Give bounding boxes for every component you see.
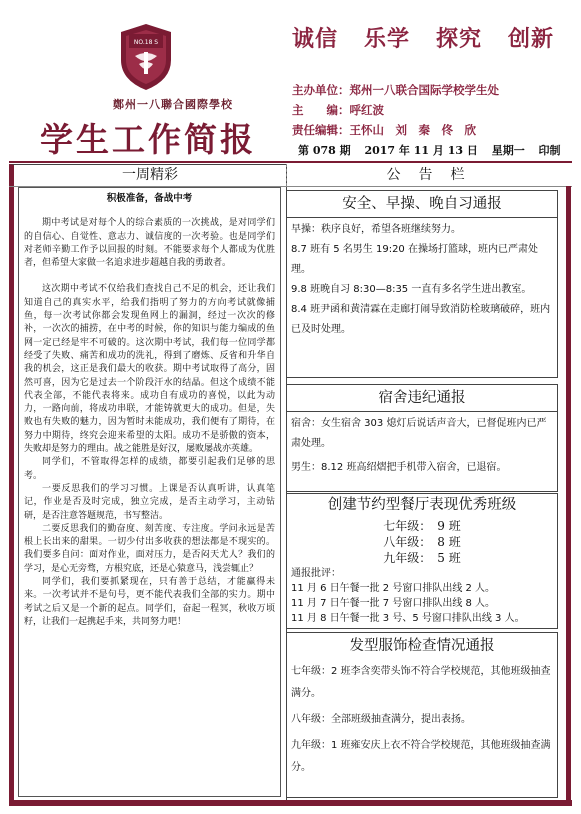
editors: 王怀山 刘 秦 佟 欣 — [349, 123, 476, 137]
criticism-item: 11 月 8 日午餐一批 3 号、5 号窗口排队出线 3 人。 — [291, 613, 525, 624]
header-divider — [9, 161, 572, 163]
slogan-word: 乐学 — [363, 26, 410, 52]
issue-bar — [284, 141, 571, 161]
issue-weekday: 星期一 — [491, 144, 525, 157]
notice-item: 8.7 班有 5 名男生 19:20 在操场打篮球，班内已严肃处理。 — [291, 244, 538, 275]
chief-editor: 呼红波 — [349, 103, 384, 117]
issue-number: 第 078 期 — [298, 144, 351, 157]
notice-safety — [286, 190, 558, 378]
newsletter-title: 学生工作简报 — [40, 120, 256, 159]
slogan-word: 创新 — [507, 26, 554, 52]
svg-text:NO.18 S: NO.18 S — [133, 39, 159, 46]
notice-title: 创建节约型餐厅表现优秀班级 — [327, 497, 517, 513]
notice-item: 宿舍：女生宿舍 303 熄灯后说话声音大，已督促班内已严肃处理。 — [291, 418, 547, 449]
excellent-class-row: 七年级： 9 班 — [383, 519, 461, 533]
article-paragraph: 这次期中考试不仅给我们查找自己不足的机会，还让我们知道自己的真实水平，给我们指明了努力的方向考试就像捕鱼，每一次考试你都会发现鱼网上的漏洞，经过一次次的修补，一次次的捕捞，在中考的时候，你的知识与能力编成的鱼网一定已经是牢不可破的。这次期中考试，我们每一位同学都经受了失败、痛苦和成功的洗礼，得到了磨炼、反省和升华自我的机会，这正是我们最大的收获。期中考试取得了高分，固然可喜，因为它是过去一个阶段汗水的结晶。但这个成绩不能代表全部，不能代表将来。成功自有成功的喜悦，以此为动力，一路向前，将成功串联，才能铸就更大的成功。但是，失败也有失败的魅力，因为暂时未能成功，我们便有了期待，在努力中期待，终究会迎来希望的太阳。成功不是骄傲的资本，失败却是努力的理由。战之能胜是好汉，屡败屡战亦英雄。 — [24, 284, 275, 455]
right-border-bar — [566, 186, 571, 806]
article-title: 积极准备，备战中考 — [106, 193, 193, 204]
bottom-border-bar — [9, 800, 572, 806]
school-name: 鄭州一八聯合國際學校 — [113, 98, 233, 111]
section-title-weekly: 一周精彩 — [122, 167, 178, 183]
criticism-item: 11 月 7 日午餐一批 7 号窗口排队出线 8 人。 — [291, 598, 496, 609]
notice-item: 男生：8.12 班高绍熠把手机带入宿舍，已退宿。 — [291, 462, 507, 473]
excellent-class-row: 九年级： 5 班 — [383, 551, 461, 565]
article-paragraph: 同学们，我们要抓紧现在，只有善于总结，才能赢得未来。一次考试并不是句号，更不能代表我们全部的实力。期中考试之后又是一个新的起点。同学们，奋起一程冥，秋收万顷籽，让我们一起携起手来，共同努力吧！ — [24, 577, 275, 627]
excellent-class-row: 八年级： 8 班 — [383, 535, 461, 549]
chief-editor-label: 主 编： — [292, 103, 350, 117]
print-label: 印制 — [538, 144, 561, 157]
masthead — [0, 0, 581, 160]
notice-item: 早操：秩序良好，希望各班继续努力。 — [291, 224, 461, 235]
criticism-label: 通报批评： — [291, 568, 341, 579]
notice-item: 八年级：全部班级抽查满分，提出表扬。 — [291, 714, 471, 725]
notice-title: 发型服饰检查情况通报 — [349, 638, 495, 654]
organizer-label: 主办单位： — [292, 83, 350, 97]
school-crest-logo — [117, 22, 175, 92]
notice-title: 宿舍违纪通报 — [287, 385, 557, 412]
notice-dorm — [286, 384, 558, 492]
editors-label: 责任编辑： — [292, 123, 350, 137]
slogan-word: 诚信 — [292, 26, 339, 52]
notice-title: 安全、早操、晚自习通报 — [287, 191, 557, 218]
section-title-notices: 公 告 栏 — [386, 167, 467, 183]
slogan-word: 探究 — [435, 26, 482, 52]
notice-item: 九年级：1 班雍安庆上衣不符合学校规范，其他班级抽查满分。 — [291, 740, 551, 773]
notice-canteen — [286, 493, 558, 629]
article-paragraph: 同学们，不管取得怎样的成绩，都要引起我们足够的思考。 — [24, 457, 275, 481]
notice-item: 9.8 班晚自习 8:30—8:35 一直有多名学生进出教室。 — [291, 284, 532, 295]
article-paragraph: 期中考试是对每个人的综合素质的一次挑战，是对同学们的自信心、自觉性、意志力、诚信度的一次考验。也是同学们对老师辛勤工作予以回报的时刻。不能要求每个人都成为优胜者，但希望大家做一名追求进步超越自我的勇敢者。 — [24, 218, 275, 269]
notice-dress — [286, 632, 558, 798]
slogan — [292, 22, 554, 53]
organizer: 郑州一八联合国际学校学生处 — [349, 83, 499, 97]
notice-item: 七年级：2 班李含奕带头饰不符合学校规范，其他班级抽查满分。 — [291, 666, 551, 699]
criticism-item: 11 月 6 日午餐一批 2 号窗口排队出线 2 人。 — [291, 583, 496, 594]
article-paragraph: 一要反思我们的学习习惯。上课是否认真听讲，认真笔记，作业是否及时完成，独立完成，是否主动学习，主动钻研，是否注意答题规范，书写整洁。 — [24, 483, 275, 521]
publication-info — [292, 80, 562, 140]
notice-item: 8.4 班尹函和黄清霖在走廊打闹导致消防栓玻璃破碎，班内已及时处理。 — [291, 304, 551, 335]
article-paragraph: 二要反思我们的勤奋度、刻苦度、专注度。学问永远是苦根上长出来的甜果。一切少付出多收获的想法都是不现实的。我们要多自问：面对作业，面对压力，是否闷天尤人？我们的学习，是心无旁骛，方根究底，还是心猿意马，浅尝辄止？ — [24, 523, 275, 574]
weekly-article — [18, 187, 281, 797]
issue-date: 2017 年 11 月 13 日 — [364, 144, 478, 157]
